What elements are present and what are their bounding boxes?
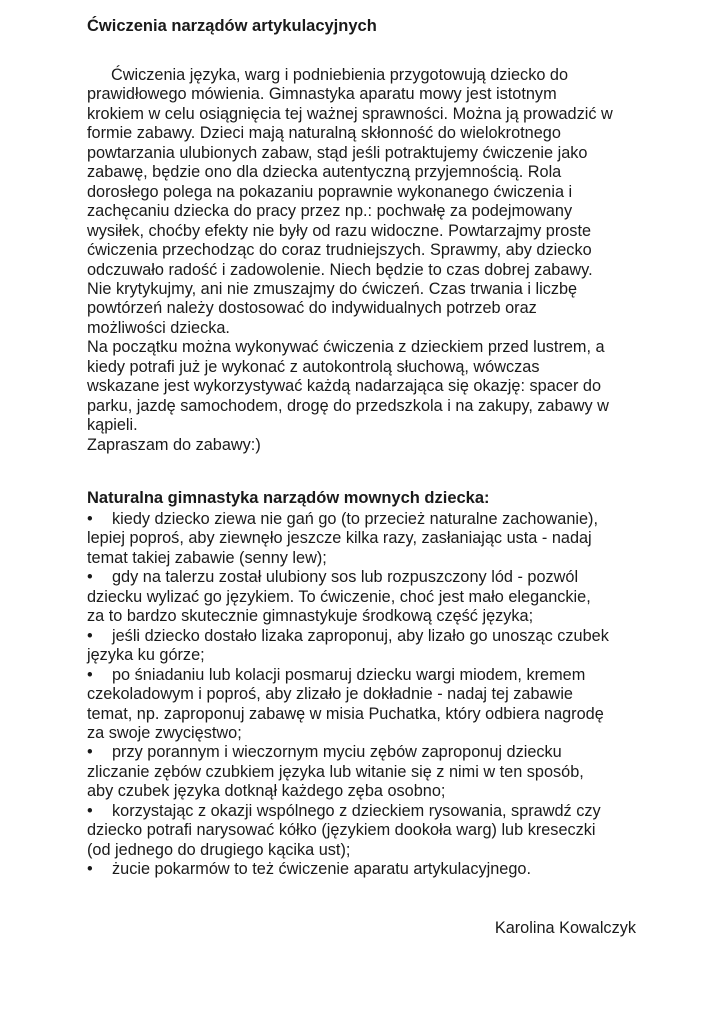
- bullet-list: [87, 510, 647, 880]
- bullet-glyph: •: [87, 743, 93, 762]
- list-item-text: czekoladowym i poproś, aby zlizało je dokładnie - nadaj tej zabawie: [87, 685, 573, 704]
- intro-line: możliwości dziecka.: [87, 318, 230, 337]
- list-item: [87, 802, 647, 860]
- intro-line: Nie krytykujmy, ani nie zmuszajmy do ćwiczeń. Czas trwania i liczbę: [87, 279, 578, 298]
- intro-line: zachęcaniu dziecka do pracy przez np.: pochwałę za podejmowany: [87, 202, 573, 221]
- list-item-text: po śniadaniu lub kolacji posmaruj dziecku wargi miodem, kremem: [112, 665, 586, 684]
- intro-line: dorosłego polega na pokazaniu poprawnie wykonanego ćwiczenia i: [87, 182, 573, 201]
- intro-line: ćwiczenia przechodząc do coraz trudniejszych. Sprawmy, aby dziecko: [87, 241, 592, 260]
- list-item-text: aby czubek języka dotknął każdego zęba osobno;: [87, 782, 446, 801]
- list-item-text: dziecko potrafi narysować kółko (językiem dookoła warg) lub kreseczki: [87, 821, 596, 840]
- intro-line: parku, jazdę samochodem, drogę do przedszkola i na zakupy, zabawy w: [87, 396, 609, 415]
- list-item-text: temat takiej zabawie (senny lew);: [87, 548, 327, 567]
- intro-line: odczuwało radość i zadowolenie. Niech będzie to czas dobrej zabawy.: [87, 260, 593, 279]
- list-item-text: za swoje zwycięstwo;: [87, 723, 242, 742]
- list-item: [87, 510, 647, 568]
- intro-line: powtórzeń należy dostosować do indywidualnych potrzeb oraz: [87, 299, 537, 318]
- bullet-glyph: •: [87, 626, 93, 645]
- list-item-text: jeśli dziecko dostało lizaka zaproponuj, aby lizało go unosząc czubek: [112, 626, 609, 645]
- intro-line: kąpieli.: [87, 416, 138, 435]
- intro-line: wskazane jest wykorzystywać każdą nadarzająca się okazję: spacer do: [87, 377, 602, 396]
- list-item: [87, 627, 647, 666]
- list-item-text: gdy na talerzu został ulubiony sos lub rozpuszczony lód - pozwól: [112, 568, 579, 587]
- list-item-text: temat, np. zaproponuj zabawę w misia Puchatka, który odbiera nagrodę: [87, 704, 604, 723]
- author-signature: Karolina Kowalczyk: [494, 919, 636, 937]
- intro-line: Zapraszam do zabawy:): [87, 435, 261, 454]
- intro-line: powtarzania ulubionych zabaw, stąd jeśli potraktujemy ćwiczenie jako: [87, 143, 588, 162]
- list-item-text: kiedy dziecko ziewa nie gań go (to przecież naturalne zachowanie),: [112, 510, 598, 528]
- list-item-text: (od jednego do drugiego kącika ust);: [87, 840, 351, 859]
- intro-line: wysiłek, choćby efekty nie były od razu widoczne. Powtarzajmy proste: [87, 221, 592, 240]
- intro-line: kiedy potrafi już je wykonać z autokontrolą słuchową, wówczas: [87, 357, 540, 376]
- section-heading: Naturalna gimnastyka narządów mownych dziecka:: [87, 489, 490, 507]
- intro-line: prawidłowego mówienia. Gimnastyka aparatu mowy jest istotnym: [87, 85, 557, 104]
- list-item-text: przy porannym i wieczornym myciu zębów zaproponuj dziecku: [112, 743, 562, 762]
- intro-paragraph: [87, 66, 647, 455]
- list-item-text: dziecku wylizać go językiem. To ćwiczenie, choć jest mało eleganckie,: [87, 587, 591, 606]
- bullet-glyph: •: [87, 860, 93, 879]
- list-item-text: zliczanie zębów czubkiem języka lub witanie się z nimi w ten sposób,: [87, 762, 584, 781]
- bullet-glyph: •: [87, 510, 93, 528]
- intro-line: krokiem w celu osiągnięcia tej ważnej sprawności. Można ją prowadzić w: [87, 104, 613, 123]
- list-item: [87, 743, 647, 801]
- intro-line: Ćwiczenia języka, warg i podniebienia przygotowują dziecko do: [111, 66, 569, 84]
- list-item-text: żucie pokarmów to też ćwiczenie aparatu artykulacyjnego.: [112, 860, 531, 879]
- intro-line: zabawę, będzie ono dla dziecka autentyczną przyjemnością. Rola: [87, 163, 562, 182]
- intro-line: Na początku można wykonywać ćwiczenia z dzieckiem przed lustrem, a: [87, 338, 605, 357]
- bullet-glyph: •: [87, 665, 93, 684]
- list-item-text: za to bardzo skutecznie gimnastykuje środkową część języka;: [87, 607, 534, 626]
- list-item: [87, 860, 647, 879]
- document-title: Ćwiczenia narządów artykulacyjnych: [87, 17, 377, 35]
- list-item: [87, 666, 647, 744]
- bullet-glyph: •: [87, 801, 93, 820]
- list-item-text: języka ku górze;: [87, 646, 205, 665]
- list-item: [87, 568, 647, 626]
- bullet-glyph: •: [87, 568, 93, 587]
- list-item-text: korzystając z okazji wspólnego z dzieckiem rysowania, sprawdź czy: [112, 801, 601, 820]
- list-item-text: lepiej poproś, aby ziewnęło jeszcze kilka razy, zasłaniając usta - nadaj: [87, 529, 592, 548]
- intro-line: formie zabawy. Dzieci mają naturalną skłonność do wielokrotnego: [87, 124, 561, 143]
